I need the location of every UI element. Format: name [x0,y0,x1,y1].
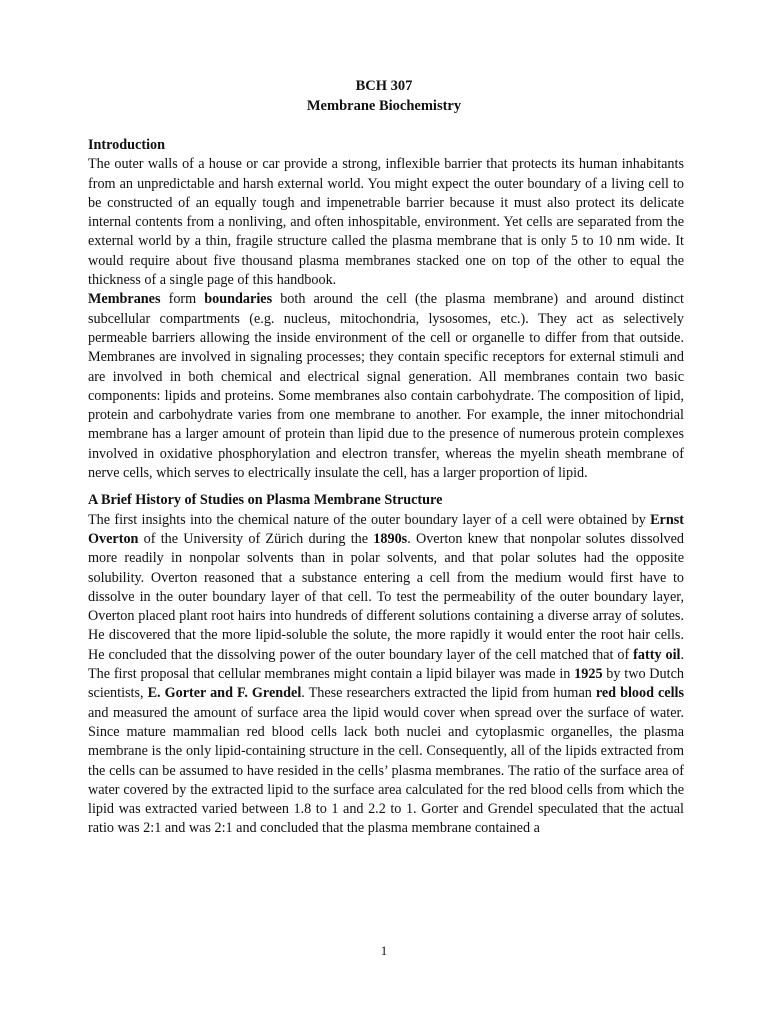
text-span: of the University of Zürich during the [138,530,374,547]
text-span: both around the cell (the plasma membrane) and around distinct subcellular compartments (e.g. nucleus, mitochondria, lysosomes, etc.). They act as selectively permeable barriers allowing the inside environment of the cell or organelle to differ from that outside. Membranes are involved in signaling processes; they contain specific receptors for external stimuli and are involved in both chemical and electrical signal generation. All membranes contain two basic components: lipids and proteins. Some membranes also contain carbohydrate. The composition of lipid, protein and carbohydrate varies from one membrane to another. For example, the inner mitochondrial membrane has a larger amount of protein than lipid due to the presence of numerous protein complexes involved in oxidative phosphorylation and electron transfer, whereas the myelin sheath membrane of nerve cells, which serves to electrically insulate the cell, has a larger proportion of lipid. [88,291,684,482]
bold-red-blood-cells: red blood cells [595,685,684,702]
bold-membranes: Membranes [88,291,161,308]
history-paragraph [88,511,684,839]
text-span: The first insights into the chemical nature of the outer boundary layer of a cell were obtained by [88,511,651,528]
bold-1890s: 1890s [373,530,408,547]
document-body [88,136,684,839]
text-span: by two Dutch scientists, [88,666,684,702]
membranes-paragraph [88,290,684,483]
text-span: . The first proposal that cellular membranes might contain a lipid bilayer was made in [88,646,684,683]
text-span: . These researchers extracted the lipid from human [301,685,596,702]
course-title: Membrane Biochemistry [306,98,462,114]
text-span: . Overton knew that nonpolar solutes dissolved more readily in nonpolar solvents than in polar solvents, and that polar solutes had the opposite solubility. Overton reasoned that a substance entering a cell from the medium would first have to dissolve in the outer boundary layer of that cell. To test the permeability of the outer boundary layer, Overton placed plant root hairs into hundreds of different solutions containing a diverse array of solutes. He discovered that the more lipid-soluble the solute, the more rapidly it would enter the root hair cells. He concluded that the dissolving power of the outer boundary layer of the cell matched that of [88,530,685,663]
text-span: form [160,291,205,308]
bold-fatty-oil: fatty oil [633,646,681,663]
bold-ernst-overton: Ernst Overton [88,511,684,547]
course-code: BCH 307 [355,78,413,94]
intro-paragraph: The outer walls of a house or car provide a strong, inflexible barrier that protects its human inhabitants from an unpredictable and harsh external world. You might expect the outer boundary of a living cell to be constructed of an equally tough and impenetrable barrier because it must also protect its delicate internal contents from a nonliving, and often inhospitable, environment. Yet cells are separated from the external world by a thin, fragile structure called the plasma membrane that is only 5 to 10 nm wide. It would require about five thousand plasma membranes stacked one on top of the other to equal the thickness of a single page of this handbook. [88,156,684,289]
title-block [0,76,768,116]
page-number: 1 [380,943,388,958]
bold-boundaries: boundaries [204,291,273,308]
history-heading: A Brief History of Studies on Plasma Membrane Structure [88,492,443,509]
text-span: and measured the amount of surface area the lipid would cover when spread over the surface of water. Since mature mammalian red blood cells lack both nuclei and cytoplasmic organelles, the plasma membrane is the only lipid-containing structure in the cell. Consequently, all of the lipids extracted from the cells can be assumed to have resided in the cells’ plasma membranes. The ratio of the surface area of water covered by the extracted lipid to the surface area calculated for the red blood cells from which the lipid was extracted varied between 1.8 to 1 and 2.2 to 1. Gorter and Grendel speculated that the actual ratio was 2:1 and was 2:1 and concluded that the plasma membrane contained a [88,704,684,837]
bold-1925: 1925 [574,666,603,683]
intro-heading: Introduction [88,137,165,153]
bold-gorter-grendel: E. Gorter and F. Grendel [147,685,302,702]
